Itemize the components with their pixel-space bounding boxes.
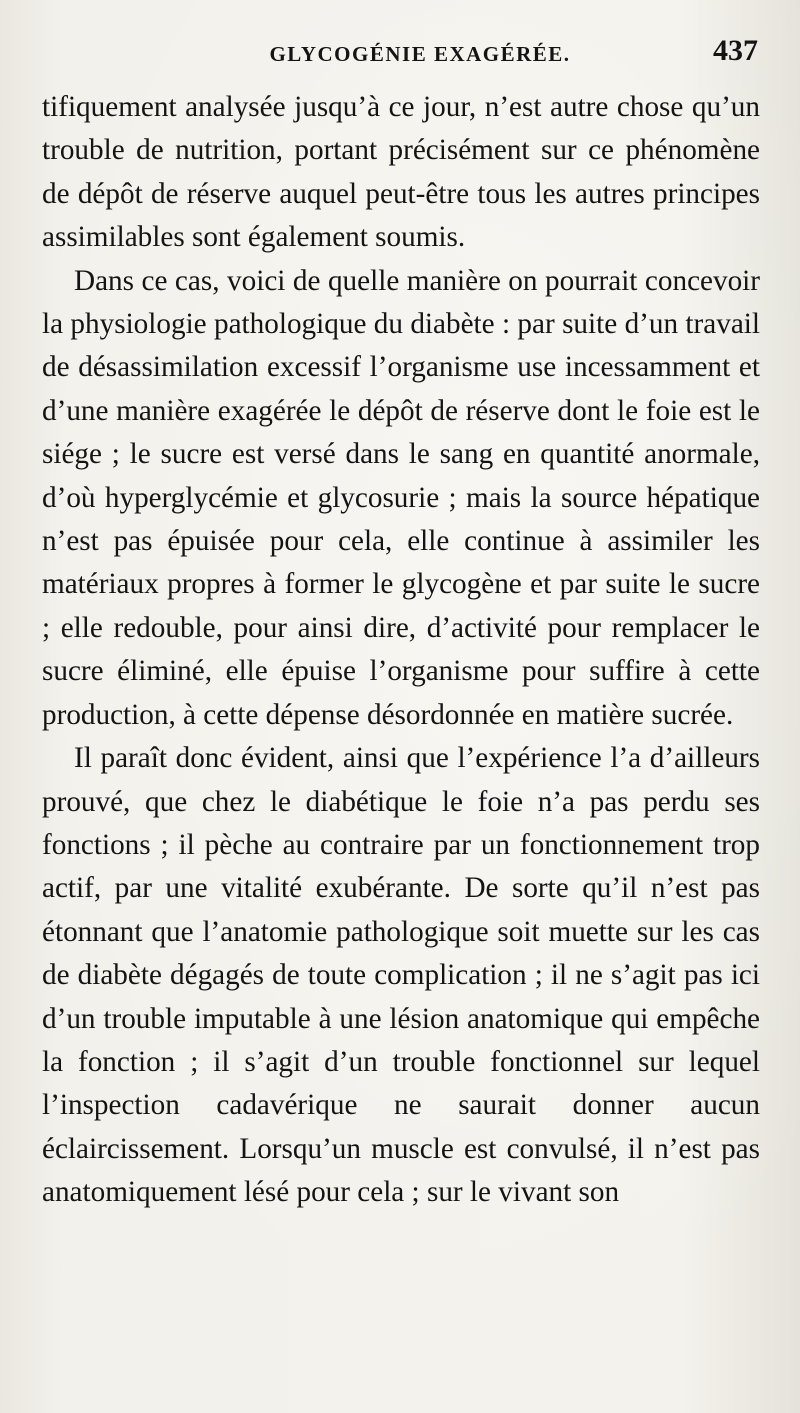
page-number: 437 [713, 34, 758, 67]
paragraph: Il paraît donc évident, ainsi que l’expérience l’a d’ailleurs prouvé, que chez le diabétique le foie n’a pas perdu ses fonctions ; il pèche au contraire par un fonctionnement trop actif, par une vitalité exubérante. De sorte qu’il n’est pas étonnant que l’anatomie pathologique soit muette sur les cas de diabète dégagés de toute complication ; il ne s’agit pas ici d’un trouble imputable à une lésion anatomique qui empêche la fonction ; il s’agit d’un trouble fonctionnel sur lequel l’inspection cadavérique ne saurait donner aucun éclaircissement. Lorsqu’un muscle est convulsé, il n’est pas anatomiquement lésé pour cela ; sur le vivant son [42, 742, 760, 1209]
page-header [40, 36, 760, 76]
paragraph-continuation: tifiquement analysée jusqu’à ce jour, n’est autre chose qu’un trouble de nutrition, portant précisément sur ce phénomène de dépôt de réserve auquel peut-être tous les autres principes assimilables sont également soumis. [42, 91, 760, 254]
running-head: GLYCOGÉNIE EXAGÉRÉE. [269, 42, 571, 66]
body-text [42, 86, 760, 1215]
paragraph: Dans ce cas, voici de quelle manière on pourrait concevoir la physiologie pathologique du diabète : par suite d’un travail de désassimilation excessif l’organisme use incessamment et d’une manière exagérée le dépôt de réserve dont le foie est le siége ; le sucre est versé dans le sang en quantité anormale, d’où hyperglycémie et glycosurie ; mais la source hépatique n’est pas épuisée pour cela, elle continue à assimiler les matériaux propres à former le glycogène et par suite le sucre ; elle redouble, pour ainsi dire, d’activité pour remplacer le sucre éliminé, elle épuise l’organisme pour suffire à cette production, à cette dépense désordonnée en matière sucrée. [42, 264, 760, 731]
